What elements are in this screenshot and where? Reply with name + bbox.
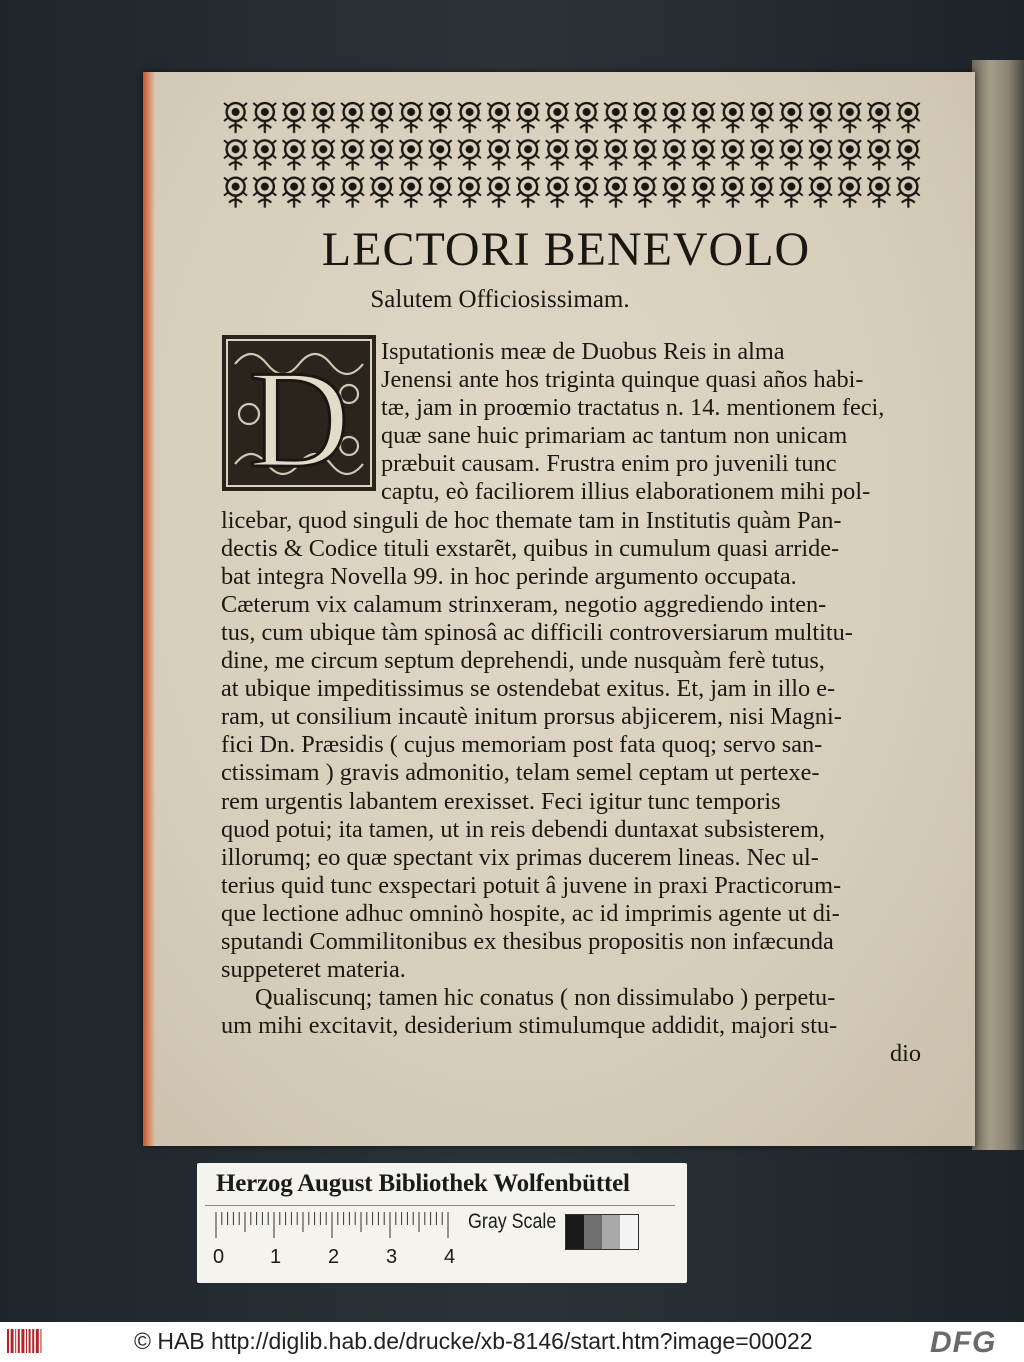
ruler-number: 3 xyxy=(386,1246,398,1268)
logo-bar xyxy=(29,1329,31,1353)
logo-bar xyxy=(11,1329,14,1353)
text-line: tus, cum ubique tàm spinosâ ac difficili controversiarum multitu- xyxy=(221,618,853,646)
gray-swatch xyxy=(620,1215,638,1249)
text-line: tæ, jam in proœmio tractatus n. 14. mentionem feci, xyxy=(381,394,885,422)
logo-bar xyxy=(18,1329,20,1353)
text-line: at ubique impeditissimus se ostendebat exitus. Et, jam in illo e- xyxy=(221,675,836,703)
ruler-number: 1 xyxy=(270,1246,282,1268)
ruler-scale-icon xyxy=(210,1210,460,1240)
ruler-number: 4 xyxy=(444,1246,456,1268)
ruler-number: 2 xyxy=(328,1246,340,1268)
text-line: Cæterum vix calamum strinxeram, negotio aggrediendo inten- xyxy=(221,590,827,618)
text-line: Isputationis meæ de Duobus Reis in alma xyxy=(381,338,785,365)
logo-bar xyxy=(21,1329,24,1353)
text-line: captu, eò faciliorem illius elaborationem mihi pol- xyxy=(381,478,871,506)
catchword: dio xyxy=(889,1040,921,1068)
text-line: um mihi excitavit, desiderium stimulumque addidit, majori stu- xyxy=(221,1012,838,1040)
text-line: fici Dn. Præsidis ( cujus memoriam post fata quoq; servo san- xyxy=(221,731,823,759)
text-line: ram, ut consilium incautè initum prorsus abjicerem, nisi Magni- xyxy=(221,703,842,731)
gray-swatch xyxy=(602,1215,620,1249)
hab-barcode-logo-icon xyxy=(6,1327,46,1355)
copyright-url: © HAB http://diglib.hab.de/drucke/xb-8146/start.htm?image=00022 xyxy=(134,1328,813,1354)
text-line: quæ sane huic primariam ac tantum non unicam xyxy=(381,422,848,450)
logo-bar xyxy=(36,1329,39,1353)
text-line: bat integra Novella 99. in hoc perinde argumento occupata. xyxy=(221,562,797,590)
text-line: Jenensi ante hos triginta quinque quasi años habi- xyxy=(381,366,864,394)
text-line: ctissimam ) gravis admonitio, telam semel ceptam ut pertexe- xyxy=(221,759,820,787)
logo-bar xyxy=(15,1329,16,1353)
grayscale-label: Gray Scale xyxy=(468,1210,557,1233)
text-line: præbuit causam. Frustra enim pro juvenili tunc xyxy=(381,450,837,478)
body-text xyxy=(221,338,925,1068)
card-divider xyxy=(205,1205,675,1206)
text-line: Qualiscunq; tamen hic conatus ( non dissimulabo ) perpetu- xyxy=(255,984,836,1012)
text-line: sputandi Commilitonibus ex thesibus propositis non infæcunda xyxy=(221,927,834,955)
ornament-band-icon xyxy=(221,98,923,210)
text-line: dectis & Codice tituli exstarẽt, quibus in cumulum quasi arride- xyxy=(221,534,840,562)
text-line: illorumq; eo quæ spectant vix primas ducerem lineas. Nec ul- xyxy=(221,843,819,871)
text-line: suppeteret materia. xyxy=(221,956,406,984)
logo-bar xyxy=(40,1329,41,1353)
logo-bar xyxy=(26,1329,27,1353)
text-line: quod potui; ita tamen, ut in reis debendi duntaxat subsisterem, xyxy=(221,815,825,843)
logo-bar xyxy=(7,1329,9,1353)
text-line: terius quid tunc exspectari potuit â juvene in praxi Practicorum- xyxy=(221,871,842,899)
text-line: dine, me circum septum deprehendi, unde nusquàm ferè tutus, xyxy=(221,647,825,675)
ruler-number: 0 xyxy=(213,1246,225,1268)
salutation: Salutem Officiosissimam. xyxy=(370,286,630,313)
text-line: licebar, quod singuli de hoc themate tam in Institutis quàm Pan- xyxy=(221,506,842,534)
dropcap-letter: D xyxy=(248,342,350,492)
grayscale-swatches xyxy=(565,1214,639,1250)
gray-swatch xyxy=(566,1215,584,1249)
text-line: rem urgentis labantem erexisset. Feci igitur tunc temporis xyxy=(221,787,781,815)
dfg-logo: DFG xyxy=(930,1326,997,1359)
gray-swatch xyxy=(584,1215,602,1249)
page-heading: LECTORI BENEVOLO xyxy=(321,223,811,276)
logo-bar xyxy=(32,1329,34,1353)
library-name: Herzog August Bibliothek Wolfenbüttel xyxy=(216,1170,630,1197)
text-line: que lectione adhuc omninò hospite, ac id imprimis agente ut di- xyxy=(221,899,840,927)
